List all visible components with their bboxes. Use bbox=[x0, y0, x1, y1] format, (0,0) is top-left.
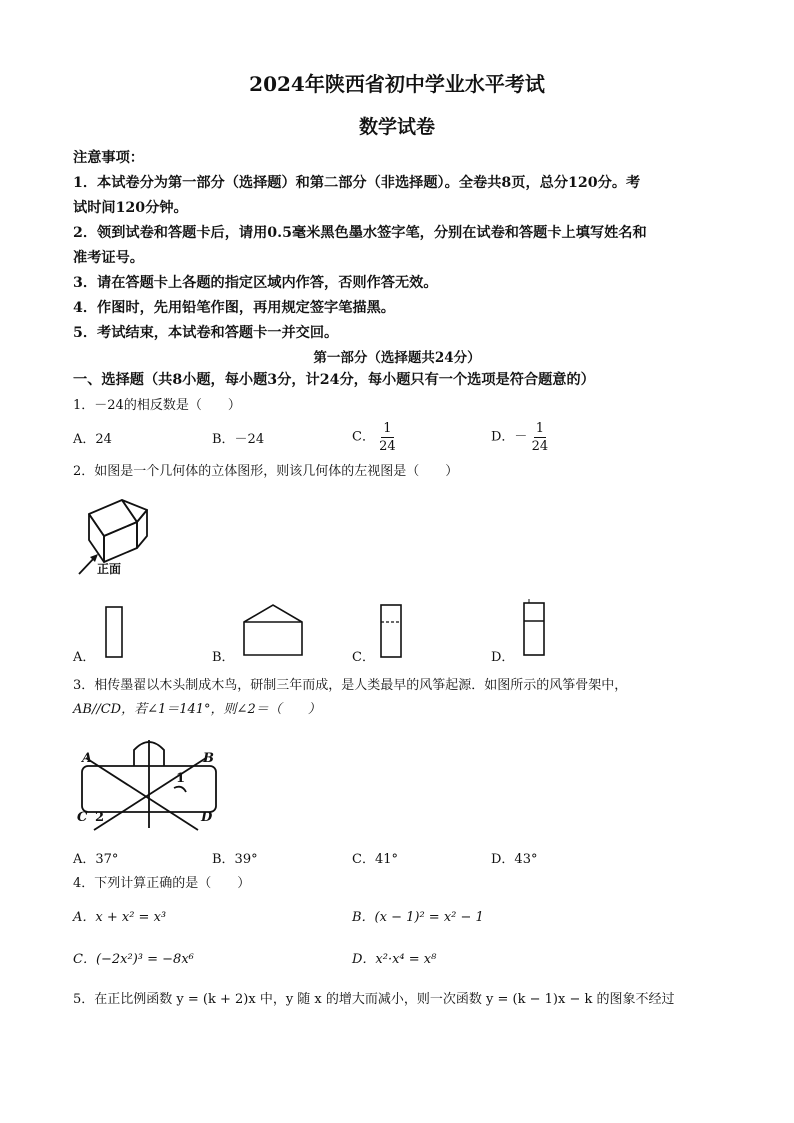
q1-option-c bbox=[352, 420, 396, 455]
q4-option-a: A．x + x² = x³ bbox=[73, 910, 167, 925]
q3-option-b: B．39° bbox=[212, 852, 258, 867]
notice-item: 2．领到试卷和答题卡后，请用0.5毫米黑色墨水签字笔，分别在试卷和答题卡上填写姓名和 bbox=[73, 225, 647, 241]
fraction-denominator: 24 bbox=[379, 439, 396, 454]
q2-option-d: D． bbox=[491, 650, 515, 665]
question-1-stem: 1．－24的相反数是（ ） bbox=[73, 398, 241, 413]
notice-item: 5．考试结束，本试卷和答题卡一并交回。 bbox=[73, 325, 339, 341]
notice-item: 1．本试卷分为第一部分（选择题）和第二部分（非选择题）。全卷共8页，总分120分。考 bbox=[73, 175, 641, 191]
q2-option-b-figure bbox=[240, 602, 306, 658]
exam-title: 2024年陕西省初中学业水平考试 bbox=[249, 72, 545, 96]
question-2-stem: 2．如图是一个几何体的立体图形，则该几何体的左视图是（ ） bbox=[73, 464, 459, 479]
q3-label-c: C bbox=[77, 810, 88, 825]
q2-option-d-figure bbox=[518, 597, 548, 659]
q2-option-c-figure bbox=[377, 602, 405, 660]
fraction-denominator: 24 bbox=[531, 439, 549, 454]
fraction-numerator: 1 bbox=[535, 421, 544, 436]
q1-option-d bbox=[491, 420, 548, 455]
question-3-stem-line1: 3．相传墨翟以木头制成木鸟，研制三年而成，是人类最早的风筝起源．如图所示的风筝骨架中， bbox=[73, 678, 628, 693]
notice-item: 试时间120分钟。 bbox=[73, 200, 188, 216]
q1-option-c-prefix: C． bbox=[352, 429, 375, 445]
question-3-stem-line2: AB//CD，若∠1＝141°，则∠2＝（ ） bbox=[73, 702, 321, 717]
notice-item: 准考证号。 bbox=[73, 250, 144, 266]
q1-option-c-fraction bbox=[379, 420, 396, 455]
q3-label-b: B bbox=[203, 751, 214, 766]
q2-option-a: A． bbox=[73, 650, 96, 665]
q3-option-d: D．43° bbox=[491, 852, 538, 867]
q1-option-d-fraction bbox=[532, 420, 549, 455]
q2-option-a-figure bbox=[102, 604, 126, 660]
q1-option-d-prefix: D．－ bbox=[491, 429, 528, 445]
q4-option-b: B．(x − 1)² = x² − 1 bbox=[352, 910, 484, 925]
exam-subtitle: 数学试卷 bbox=[358, 116, 435, 138]
notice-item: 4．作图时，先用铅笔作图，再用规定签字笔描黑。 bbox=[73, 300, 395, 316]
q2-option-c: C． bbox=[352, 650, 375, 665]
question-5-stem: 5．在正比例函数 y = (k + 2)x 中，y 随 x 的增大而减小，则一次函数 y = (k − 1)x − k 的图象不经过 bbox=[73, 992, 675, 1007]
q3-label-a: A bbox=[82, 751, 93, 766]
notice-heading: 注意事项： bbox=[73, 150, 144, 166]
q2-front-label: 正面 bbox=[97, 562, 122, 576]
q3-angle-1-label: 1 bbox=[176, 771, 186, 786]
q3-angle-2-label: 2 bbox=[95, 810, 105, 825]
q4-option-c: C．(−2x²)³ = −8x⁶ bbox=[73, 952, 194, 967]
q3-option-c: C．41° bbox=[352, 852, 398, 867]
question-4-stem: 4．下列计算正确的是（ ） bbox=[73, 876, 251, 891]
q3-label-d: D bbox=[201, 810, 213, 825]
q2-option-b: B． bbox=[212, 650, 235, 665]
section-heading: 一、选择题（共8小题，每小题3分，计24分，每小题只有一个选项是符合题意的） bbox=[73, 372, 595, 388]
q4-option-d: D．x²·x⁴ = x⁸ bbox=[352, 952, 437, 967]
q1-option-a: A．24 bbox=[73, 432, 112, 447]
q3-option-a: A．37° bbox=[73, 852, 119, 867]
part1-heading: 第一部分（选择题共24分） bbox=[313, 350, 481, 366]
fraction-numerator: 1 bbox=[383, 421, 392, 436]
notice-item: 3．请在答题卡上各题的指定区域内作答，否则作答无效。 bbox=[73, 275, 438, 291]
q1-option-b: B．－24 bbox=[212, 432, 265, 447]
